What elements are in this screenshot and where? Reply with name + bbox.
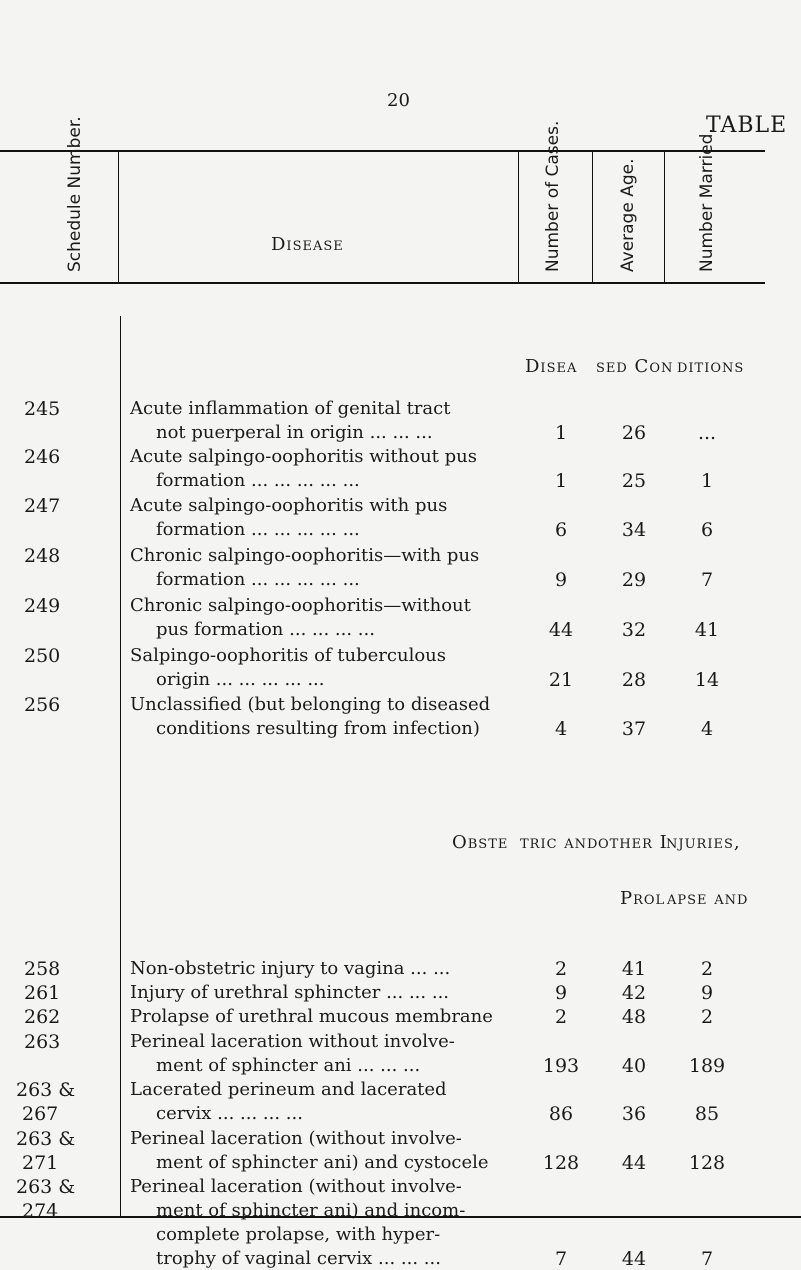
age-value: 26 — [621, 422, 647, 444]
age-value: 37 — [621, 718, 647, 740]
disease-text: not puerperal in origin ... ... ... — [156, 422, 433, 443]
married-value: 9 — [700, 982, 714, 1004]
age-value: 29 — [621, 569, 647, 591]
column-rule — [664, 150, 665, 284]
column-rule — [118, 150, 119, 284]
cases-value: 1 — [554, 422, 568, 444]
cases-value: 21 — [548, 669, 574, 691]
schedule-number: 246 — [24, 446, 61, 468]
header-average-age: Average Age. — [618, 158, 638, 272]
header-schedule-number: Schedule Number. — [65, 116, 85, 272]
disease-text: conditions resulting from infection) — [156, 718, 480, 739]
disease-text: Acute salpingo-oophoritis without pus — [130, 446, 477, 467]
schedule-number: 263 — [24, 1031, 61, 1053]
disease-text: Injury of urethral sphincter ... ... ... — [130, 982, 450, 1003]
disease-text: trophy of vaginal cervix ... ... ... — [156, 1248, 441, 1269]
top-rule — [0, 150, 765, 152]
column-rule — [518, 150, 519, 284]
disease-text: Perineal laceration (without involve- — [130, 1176, 462, 1197]
section-heading-part: njuries, — [666, 832, 741, 853]
schedule-number: 274 — [22, 1200, 59, 1222]
column-rule — [592, 150, 593, 284]
married-value: 41 — [694, 619, 720, 641]
disease-text: Perineal laceration without involve- — [130, 1031, 455, 1052]
disease-text: cervix ... ... ... ... — [156, 1103, 303, 1124]
schedule-number: 263 & — [16, 1176, 76, 1198]
disease-text: Lacerated perineum and lacerated — [130, 1079, 447, 1100]
disease-text: Acute salpingo-oophoritis with pus — [130, 495, 448, 516]
married-value: 2 — [700, 1006, 714, 1028]
age-value: 28 — [621, 669, 647, 691]
column-rule — [120, 316, 121, 1216]
cases-value: 2 — [554, 958, 568, 980]
schedule-number: 262 — [24, 1006, 61, 1028]
disease-text: ment of sphincter ani) and incom- — [156, 1200, 466, 1221]
disease-text: ment of sphincter ani) and cystocele — [156, 1152, 489, 1173]
disease-text: Unclassified (but belonging to diseased — [130, 694, 491, 715]
age-value: 32 — [621, 619, 647, 641]
married-value: 128 — [688, 1152, 726, 1174]
married-value: 85 — [694, 1103, 720, 1125]
cases-value: 2 — [554, 1006, 568, 1028]
page-number: 20 — [387, 90, 410, 111]
disease-text: Salpingo-oophoritis of tuberculous — [130, 645, 446, 666]
cases-value: 86 — [548, 1103, 574, 1125]
schedule-number: 263 & — [16, 1128, 76, 1150]
schedule-number: 245 — [24, 398, 61, 420]
schedule-number: 263 & — [16, 1079, 76, 1101]
disease-text: complete prolapse, with hyper- — [156, 1224, 441, 1245]
disease-text: formation ... ... ... ... ... — [156, 470, 360, 491]
schedule-number: 261 — [24, 982, 61, 1004]
section-heading-part: other I — [598, 832, 668, 853]
married-value: 1 — [700, 470, 714, 492]
married-value: 7 — [700, 1248, 714, 1270]
married-value: 14 — [694, 669, 720, 691]
schedule-number: 250 — [24, 645, 61, 667]
cases-value: 1 — [554, 470, 568, 492]
disease-text: Chronic salpingo-oophoritis—with pus — [130, 545, 480, 566]
cases-value: 128 — [542, 1152, 580, 1174]
disease-text: Chronic salpingo-oophoritis—without — [130, 595, 471, 616]
cases-value: 44 — [548, 619, 574, 641]
section-heading-part: Disea — [525, 356, 578, 377]
schedule-number: 267 — [22, 1103, 59, 1125]
disease-text: Non-obstetric injury to vagina ... ... — [130, 958, 451, 979]
section-heading-part: sed Con — [596, 356, 674, 377]
header-rule — [0, 282, 765, 284]
schedule-number: 258 — [24, 958, 61, 980]
schedule-number: 247 — [24, 495, 61, 517]
disease-text: Prolapse of urethral mucous membrane — [130, 1006, 493, 1027]
cases-value: 7 — [554, 1248, 568, 1270]
cases-value: 4 — [554, 718, 568, 740]
disease-text: Acute inflammation of genital tract — [130, 398, 451, 419]
age-value: 25 — [621, 470, 647, 492]
age-value: 48 — [621, 1006, 647, 1028]
disease-text: Perineal laceration (without involve- — [130, 1128, 462, 1149]
disease-text: formation ... ... ... ... ... — [156, 519, 360, 540]
cases-value: 9 — [554, 569, 568, 591]
header-disease: Disease — [271, 234, 344, 255]
disease-text: ment of sphincter ani ... ... ... — [156, 1055, 421, 1076]
table-title: TABLE — [706, 113, 788, 138]
schedule-number: 256 — [24, 694, 61, 716]
age-value: 34 — [621, 519, 647, 541]
cases-value: 9 — [554, 982, 568, 1004]
disease-text: formation ... ... ... ... ... — [156, 569, 360, 590]
married-value: 7 — [700, 569, 714, 591]
married-value: 6 — [700, 519, 714, 541]
age-value: 44 — [621, 1152, 647, 1174]
age-value: 42 — [621, 982, 647, 1004]
disease-text: pus formation ... ... ... ... — [156, 619, 375, 640]
section-heading-part: tric and — [520, 832, 599, 853]
age-value: 41 — [621, 958, 647, 980]
schedule-number: 271 — [22, 1152, 59, 1174]
disease-text: origin ... ... ... ... ... — [156, 669, 325, 690]
header-number-of-cases: Number of Cases. — [543, 120, 563, 272]
married-value: 2 — [700, 958, 714, 980]
section-heading-part: ditions — [677, 356, 745, 377]
age-value: 36 — [621, 1103, 647, 1125]
section-heading-part: Obste — [452, 832, 509, 853]
section-heading-part: Prol — [620, 888, 666, 909]
married-value: 4 — [700, 718, 714, 740]
cases-value: 6 — [554, 519, 568, 541]
schedule-number: 249 — [24, 595, 61, 617]
header-number-married: Number Married. — [697, 128, 717, 272]
schedule-number: 248 — [24, 545, 61, 567]
age-value: 40 — [621, 1055, 647, 1077]
married-value: 189 — [688, 1055, 726, 1077]
age-value: 44 — [621, 1248, 647, 1270]
cases-value: 193 — [542, 1055, 580, 1077]
section-heading-part: apse and — [667, 888, 749, 909]
married-value: ... — [697, 422, 717, 444]
